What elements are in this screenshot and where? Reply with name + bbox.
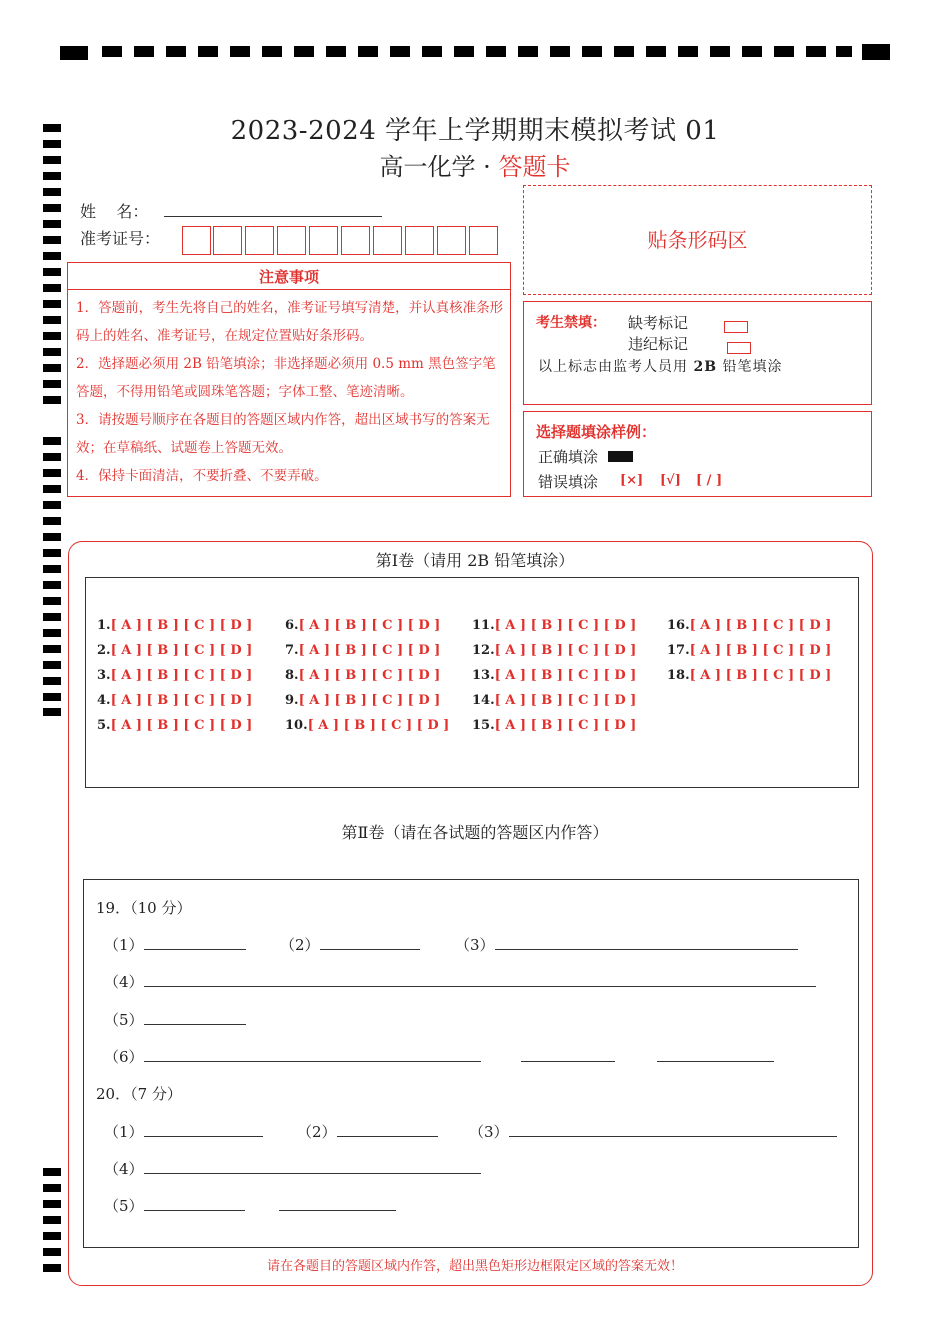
- part-label: （1）: [104, 936, 144, 954]
- choice-row[interactable]: 16.[ A ] [ B ] [ C ] [ D ]: [667, 618, 832, 633]
- section1-title: 第Ⅰ卷（请用 2B 铅笔填涂）: [375, 551, 575, 570]
- id-label: 准考证号：: [80, 229, 161, 248]
- q19-part4-row: [104, 971, 816, 992]
- answer-blank[interactable]: [657, 1047, 774, 1062]
- q20-part2-row: [297, 1121, 438, 1142]
- absent-mark-box[interactable]: [724, 316, 748, 335]
- answer-blank[interactable]: [144, 972, 816, 987]
- id-digit-box[interactable]: [373, 226, 402, 255]
- subject-name: 高一化学: [379, 153, 476, 181]
- wrong-mark-slash: [ / ]: [696, 473, 723, 488]
- choice-row[interactable]: 12.[ A ] [ B ] [ C ] [ D ]: [472, 643, 637, 658]
- part-label: （2）: [280, 936, 320, 954]
- notice-item: 3．请按题号顺序在各题目的答题区域内作答，超出区域书写的答案无效；在草稿纸、试题卷上答题无效。: [76, 412, 490, 456]
- answer-blank[interactable]: [495, 935, 798, 950]
- section2-title: 第Ⅱ卷（请在各试题的答题区内作答）: [341, 823, 609, 842]
- choice-row[interactable]: 14.[ A ] [ B ] [ C ] [ D ]: [472, 693, 637, 708]
- part-label: （5）: [104, 1011, 144, 1029]
- notice-title: 注意事项: [258, 268, 319, 286]
- choice-row[interactable]: 6.[ A ] [ B ] [ C ] [ D ]: [285, 618, 441, 633]
- answer-blank[interactable]: [144, 935, 246, 950]
- choice-row[interactable]: 9.[ A ] [ B ] [ C ] [ D ]: [285, 693, 441, 708]
- fill-sample-box: [523, 411, 872, 497]
- notice-box: [67, 289, 511, 497]
- part-label: （1）: [104, 1123, 144, 1141]
- part-label: （5）: [104, 1197, 144, 1215]
- wrong-mark-cross: [×]: [620, 473, 644, 488]
- correct-fill-sample: [608, 451, 633, 462]
- q20-heading: 20．（7 分）: [96, 1085, 182, 1103]
- answer-blank[interactable]: [337, 1122, 438, 1137]
- q19-part3-row: [455, 934, 798, 955]
- part-label: （6）: [104, 1048, 144, 1066]
- q20-part1-row: [104, 1121, 263, 1142]
- choice-row[interactable]: 18.[ A ] [ B ] [ C ] [ D ]: [667, 668, 832, 683]
- id-digit-box[interactable]: [277, 226, 306, 255]
- name-label: 姓 名：: [80, 202, 149, 221]
- correct-fill-label: 正确填涂: [538, 448, 599, 466]
- barcode-label: 贴条形码区: [647, 228, 748, 252]
- choice-row[interactable]: 2.[ A ] [ B ] [ C ] [ D ]: [97, 643, 253, 658]
- choice-row[interactable]: 3.[ A ] [ B ] [ C ] [ D ]: [97, 668, 253, 683]
- choice-row[interactable]: 13.[ A ] [ B ] [ C ] [ D ]: [472, 668, 637, 683]
- answer-blank[interactable]: [144, 1159, 481, 1174]
- forbidden-title: 考生禁填：: [536, 315, 606, 331]
- answer-blank[interactable]: [144, 1196, 245, 1211]
- name-field[interactable]: [164, 216, 382, 217]
- exam-title: 2023-2024 学年上学期期末模拟考试 01: [230, 116, 720, 146]
- choice-row[interactable]: 5.[ A ] [ B ] [ C ] [ D ]: [97, 718, 253, 733]
- notice-item: 2．选择题必须用 2B 铅笔填涂；非选择题必须用 0.5 mm 黑色签字笔答题，不得用铅笔或圆珠笔答题；字体工整、笔迹清晰。: [76, 356, 496, 400]
- answer-blank[interactable]: [144, 1010, 246, 1025]
- choice-row[interactable]: 11.[ A ] [ B ] [ C ] [ D ]: [472, 618, 637, 633]
- answer-blank[interactable]: [521, 1047, 615, 1062]
- id-digit-box[interactable]: [341, 226, 370, 255]
- choice-row[interactable]: 15.[ A ] [ B ] [ C ] [ D ]: [472, 718, 637, 733]
- id-digit-box[interactable]: [245, 226, 274, 255]
- violation-mark-label: 违纪标记: [628, 335, 689, 353]
- q19-heading: 19．（10 分）: [96, 899, 192, 917]
- choice-row[interactable]: 8.[ A ] [ B ] [ C ] [ D ]: [285, 668, 441, 683]
- answer-blank[interactable]: [279, 1196, 396, 1211]
- notice-item: 1．答题前，考生先将自己的姓名，准考证号填写清楚，并认真核准条形码上的姓名、准考证号，在规定位置贴好条形码。: [76, 300, 504, 344]
- id-digit-box[interactable]: [309, 226, 338, 255]
- id-digit-box[interactable]: [437, 226, 466, 255]
- q19-part6-row: [104, 1046, 774, 1067]
- notice-title-box: [67, 262, 511, 290]
- wrong-mark-check: [√]: [660, 473, 681, 488]
- answer-blank[interactable]: [144, 1122, 263, 1137]
- footer-warning: 请在各题目的答题区域内作答，超出黑色矩形边框限定区域的答案无效！: [266, 1259, 683, 1274]
- barcode-area: [523, 185, 872, 295]
- choice-row[interactable]: 17.[ A ] [ B ] [ C ] [ D ]: [667, 643, 832, 658]
- q20-part4-row: [104, 1158, 481, 1179]
- answer-blank[interactable]: [144, 1047, 481, 1062]
- notice-item: 4．保持卡面清洁，不要折叠、不要弄破。: [76, 468, 328, 484]
- answer-blank[interactable]: [509, 1122, 837, 1137]
- q20-part3-row: [469, 1121, 837, 1142]
- part-label: （3）: [469, 1123, 509, 1141]
- absent-mark-label: 缺考标记: [628, 314, 689, 332]
- choice-row[interactable]: 7.[ A ] [ B ] [ C ] [ D ]: [285, 643, 441, 658]
- card-subtitle: [0, 147, 950, 182]
- notice-list: [76, 294, 506, 490]
- part-label: （4）: [104, 1160, 144, 1178]
- part-label: （3）: [455, 936, 495, 954]
- id-digit-box[interactable]: [182, 226, 211, 255]
- wrong-fill-label: 错误填涂: [538, 473, 599, 491]
- answer-blank[interactable]: [320, 935, 420, 950]
- violation-mark-box[interactable]: [727, 337, 751, 356]
- q19-part5-row: [104, 1009, 246, 1030]
- q20-part5-row: [104, 1195, 396, 1216]
- sample-title: 选择题填涂样例：: [536, 423, 657, 441]
- q19-part1-row: [104, 934, 246, 955]
- part-label: （2）: [297, 1123, 337, 1141]
- choice-row[interactable]: 10.[ A ] [ B ] [ C ] [ D ]: [285, 718, 450, 733]
- forbidden-note: 以上标志由监考人员用 2B 铅笔填涂: [538, 359, 783, 375]
- q19-part2-row: [280, 934, 420, 955]
- choice-row[interactable]: 4.[ A ] [ B ] [ C ] [ D ]: [97, 693, 253, 708]
- answer-card-label: 答题卡: [498, 153, 571, 181]
- id-digit-box[interactable]: [405, 226, 434, 255]
- examinee-forbidden-box: [523, 301, 872, 405]
- part-label: （4）: [104, 973, 144, 991]
- subtitle-separator: ·: [483, 153, 491, 181]
- id-digit-box[interactable]: [469, 226, 498, 255]
- choice-row[interactable]: 1.[ A ] [ B ] [ C ] [ D ]: [97, 618, 253, 633]
- id-digit-box[interactable]: [213, 226, 242, 255]
